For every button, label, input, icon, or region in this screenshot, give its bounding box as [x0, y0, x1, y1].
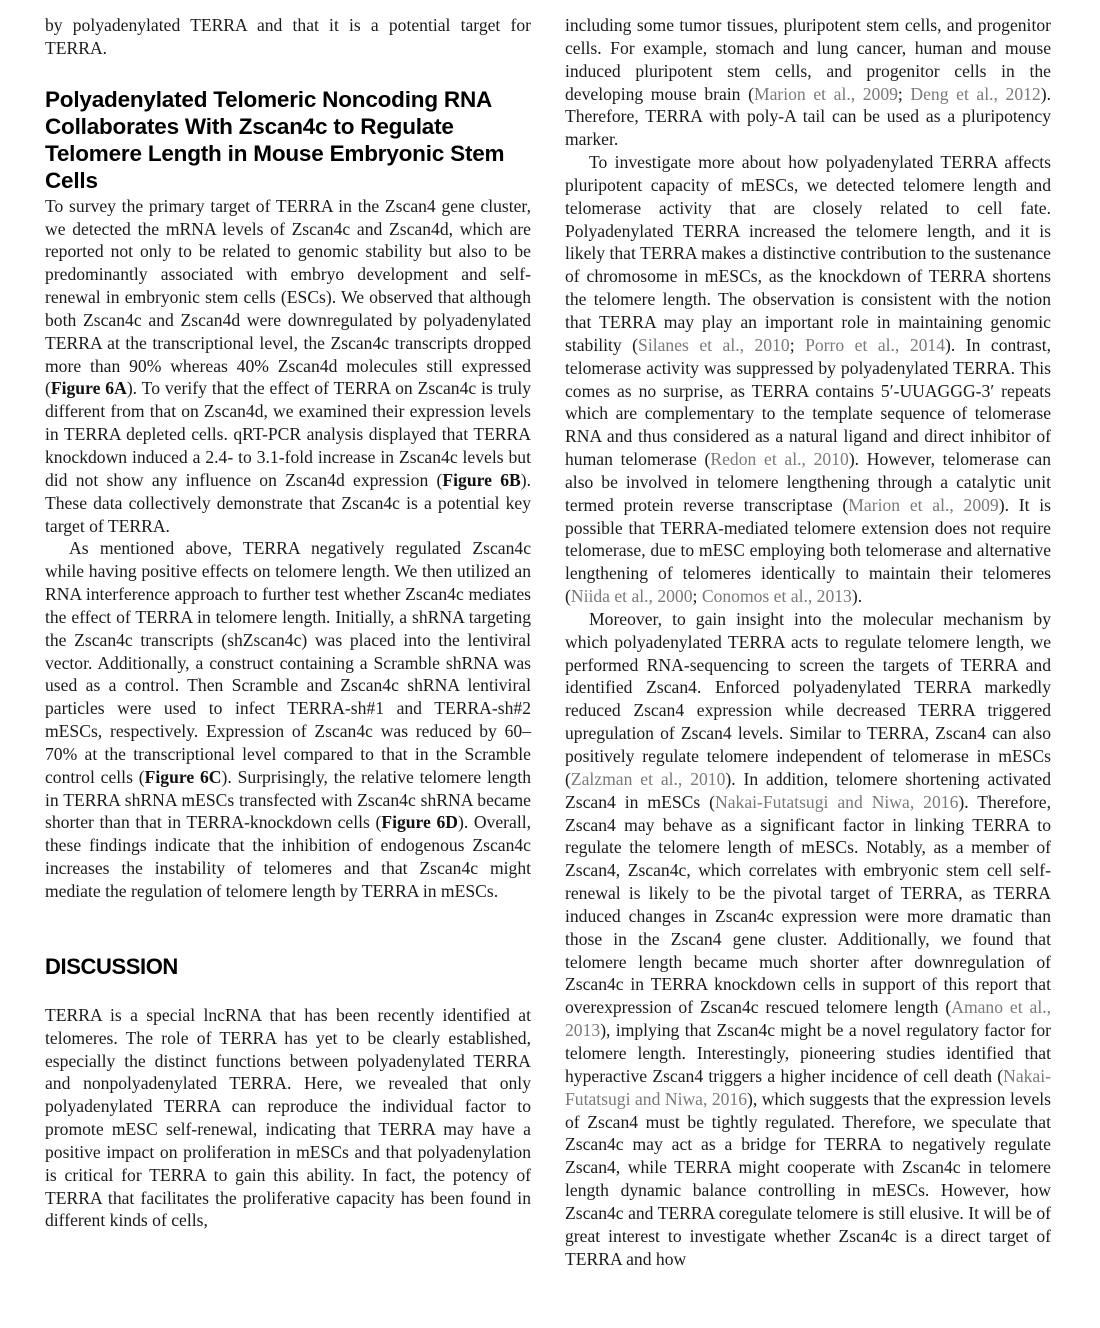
citation-link[interactable]: Marion et al., 2009 — [753, 83, 898, 104]
paragraph-zscan4-target: To survey the primary target of TERRA in the Zscan4 gene cluster, we detected the mRNA levels of Zscan4c and Zscan4d, which are reported not only to be related to genomic stability but also to be predominantly associated with embryo development and self-renewal in embryonic stem cells (ESCs). We observed that although both Zscan4c and Zscan4d were downregulated by polyadenylated TERRA at the transcriptional level, the Zscan4c transcripts dropped more than 90% whereas 40% Zscan4d molecules still expressed (Figure 6A). To verify that the effect of TERRA on Zscan4c is truly different from that on Zscan4d, we examined their expression levels in TERRA depleted cells. qRT-PCR analysis displayed that TERRA knockdown induced a 2.4- to 3.1-fold increase in Zscan4c levels but did not show any influence on Zscan4d expression (Figure 6B). These data collectively demonstrate that Zscan4c is a potential key target of TERRA. — [45, 195, 532, 536]
paragraph-rna-interference: As mentioned above, TERRA negatively regulated Zscan4c while having positive effects on telomere length. We then utilized an RNA interference approach to further test whether Zscan4c mediates the effect of TERRA in telomere length. Initially, a shRNA targeting the Zscan4c transcripts (shZscan4c) was placed into the lentiviral vector. Additionally, a construct containing a Scramble shRNA was used as a control. Then Scramble and Zscan4c shRNA lentiviral particles were used to infect TERRA-sh#1 and TERRA-sh#2 mESCs, respectively. Expression of Zscan4c was reduced by 60–70% at the transcriptional level compared to that in the Scramble control cells (Figure 6C). Surprisingly, the relative telomere length in TERRA shRNA mESCs transfected with Zscan4c shRNA became shorter than that in TERRA-knockdown cells (Figure 6D). Overall, these findings indicate that the inhibition of endogenous Zscan4c increases the instability of telomeres and that Zscan4c might mediate the regulation of telomere length by TERRA in mESCs. — [45, 538, 532, 901]
citation-link[interactable]: Redon et al., 2010 — [710, 449, 849, 470]
citation-link[interactable]: Nakai-Futatsugi and Niwa, 2016 — [565, 1065, 1051, 1109]
right-column — [565, 14, 1051, 1270]
citation-link[interactable]: Conomos et al., 2013 — [701, 586, 852, 607]
citation-link[interactable]: Marion et al., 2009 — [848, 494, 999, 515]
citation-link[interactable]: Deng et al., 2012 — [910, 83, 1041, 104]
paragraph-telomere-length: To investigate more about how polyadenylated TERRA affects pluripotent capacity of mESCs, we detected telomere length and telomerase activity that are closely related to cell fate. Polyadenylated TERRA increased the telomere length, and it is likely that TERRA makes a distinctive contribution to the sustenance of chromosome in mESCs, as the knockdown of TERRA shortens the telomere length. The observation is consistent with the notion that TERRA may play an important role in maintaining genomic stability (Silanes et al., 2010; Porro et al., 2014). In contrast, telomerase activity was suppressed by polyadenylated TERRA. This comes as no surprise, as TERRA contains 5′-UUAGGG-3′ repeats which are complementary to the template sequence of telomerase RNA and thus considered as a natural ligand and direct inhibitor of human telomerase (Redon et al., 2010). However, telomerase can also be involved in telomere lengthening through a catalytic unit termed protein reverse transcriptase (Marion et al., 2009). It is possible that TERRA-mediated telomere extension does not require telomerase, due to mESC employing both telomerase and alternative lengthening of telomeres identically to maintain their telomeres (Niida et al., 2000; Conomos et al., 2013). — [565, 152, 1052, 607]
paragraph-continued: by polyadenylated TERRA and that it is a potential target for TERRA. — [45, 15, 531, 58]
paragraph-pluripotency-marker: including some tumor tissues, pluripotent stem cells, and progenitor cells. For example, stomach and lung cancer, human and mouse induced pluripotent stem cells, and progenitor cells in the developing mouse brain (Marion et al., 2009; Deng et al., 2012). Therefore, TERRA with poly-A tail can be used as a pluripotency marker. — [565, 15, 1051, 150]
citation-link[interactable]: Amano et al., 2013 — [565, 997, 1051, 1041]
paragraph-discussion-intro: TERRA is a special lncRNA that has been recently identified at telomeres. The role of TERRA has yet to be clearly established, especially the distinct functions between polyadenylated TERRA and nonpolyadenylated TERRA. Here, we revealed that only polyadenylated TERRA can reproduce the individual factor to promote mESC self-renewal, indicating that TERRA may have a positive impact on proliferation in mESCs and that polyadenylation is critical for TERRA to gain this ability. In fact, the potency of TERRA that facilitates the proliferative capacity has been found in different kinds of cells, — [45, 1004, 531, 1231]
discussion-heading: DISCUSSION — [45, 953, 178, 979]
citation-link[interactable]: Porro et al., 2014 — [805, 334, 946, 355]
figure-6c-link[interactable]: Figure 6C — [144, 766, 222, 787]
figure-6b-link[interactable]: Figure 6B — [442, 469, 521, 490]
figure-6a-link[interactable]: Figure 6A — [50, 378, 127, 399]
citation-link[interactable]: Silanes et al., 2010 — [638, 334, 790, 355]
left-column — [45, 14, 531, 1232]
paragraph-molecular-mechanism: Moreover, to gain insight into the molecular mechanism by which polyadenylated TERRA acts to regulate telomere length, we performed RNA-sequencing to screen the targets of TERRA and identified Zscan4. Enforced polyadenylated TERRA markedly reduced Zscan4 expression while decreased TERRA triggered upregulation of Zscan4 levels. Similar to TERRA, Zscan4 can also positively regulate telomere independent of telomerase in mESCs (Zalzman et al., 2010). In addition, telomere shortening activated Zscan4 in mESCs (Nakai-Futatsugi and Niwa, 2016). Therefore, Zscan4 may behave as a significant factor in linking TERRA to regulate the telomere length of mESCs. Notably, as a member of Zscan4, Zscan4c, which correlates with embryonic stem cell self-renewal is likely to be the pivotal target of TERRA, as TERRA induced changes in Zscan4c expression were more dramatic than those in the Zscan4 gene cluster. Additionally, we found that telomere length became much shorter after downregulation of Zscan4c in TERRA knockdown cells in support of this report that overexpression of Zscan4c rescued telomere length (Amano et al., 2013), implying that Zscan4c might be a novel regulatory factor for telomere length. Interestingly, pioneering studies identified that hyperactive Zscan4 triggers a higher incidence of cell death (Nakai-Futatsugi and Niwa, 2016), which suggests that the expression levels of Zscan4 must be tightly regulated. Therefore, we speculate that Zscan4c may act as a bridge for TERRA to negatively regulate Zscan4, while TERRA might cooperate with Zscan4c in telomere length dynamic balance controlling in mESCs. However, how Zscan4c and TERRA coregulate telomere is still elusive. It will be of great interest to investigate whether Zscan4c is a direct target of TERRA and how — [565, 608, 1052, 1269]
citation-link[interactable]: Zalzman et al., 2010 — [570, 768, 726, 789]
citation-link[interactable]: Nakai-Futatsugi and Niwa, 2016 — [715, 791, 959, 812]
section-heading: Polyadenylated Telomeric Noncoding RNA Collaborates With Zscan4c to Regulate Telomere Length in Mouse Embryonic Stem Cells — [45, 86, 505, 193]
figure-6d-link[interactable]: Figure 6D — [381, 812, 458, 833]
citation-link[interactable]: Niida et al., 2000 — [570, 586, 693, 607]
